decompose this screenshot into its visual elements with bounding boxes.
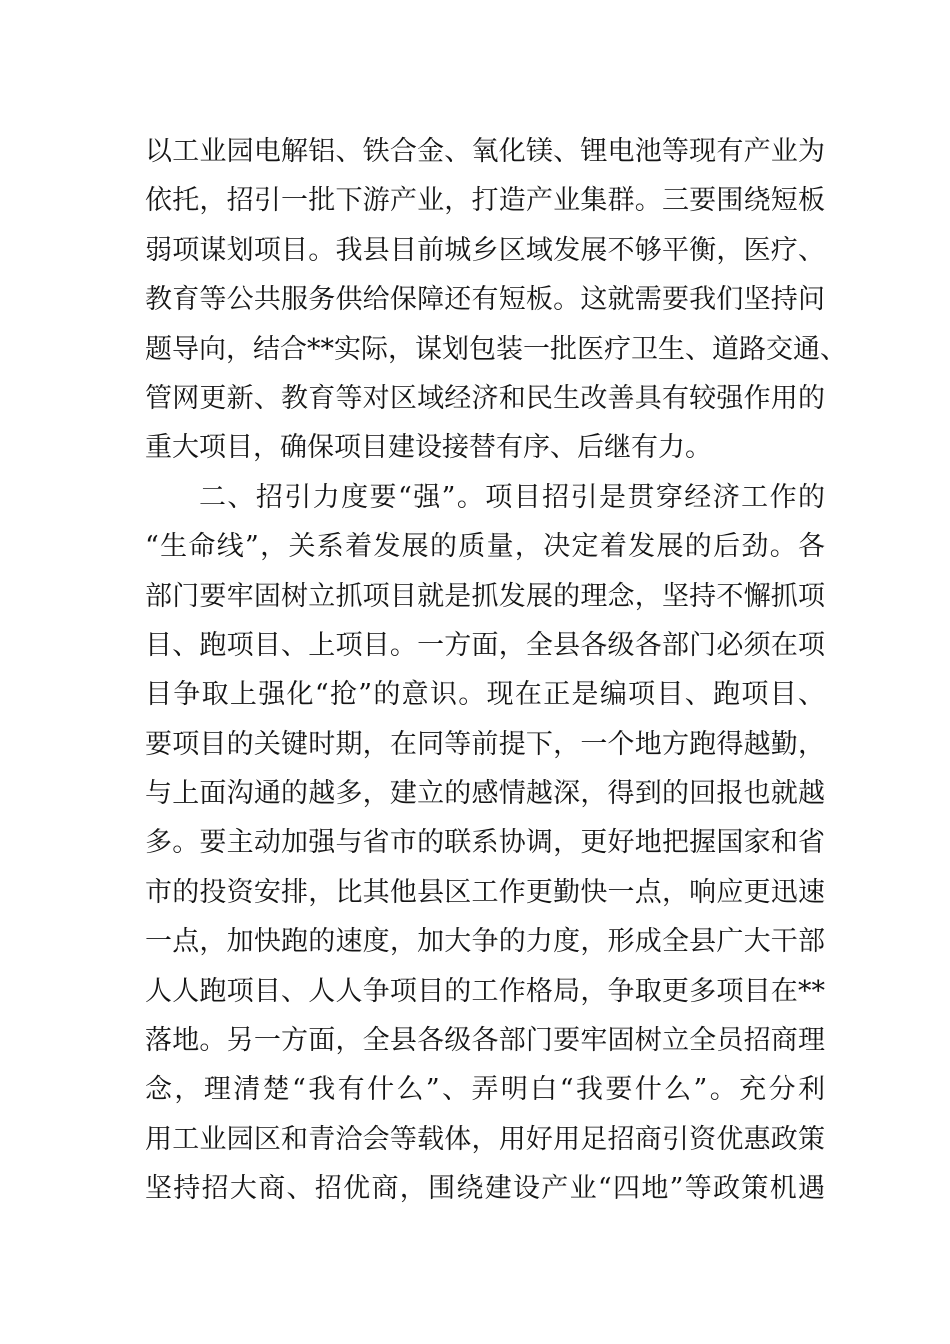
text-line: 落地。另一方面，全县各级各部门要牢固树立全员招商理 [145,1025,825,1057]
text-line: 管网更新、教育等对区域经济和民生改善具有较强作用的 [145,382,825,414]
text-line: 二、招引力度要“强”。项目招引是贯穿经济工作的 [199,481,825,513]
text-line: 与上面沟通的越多，建立的感情越深，得到的回报也就越 [145,778,825,810]
text-line: 依托，招引一批下游产业，打造产业集群。三要围绕短板 [145,185,825,217]
text-line: 市的投资安排，比其他县区工作更勤快一点，响应更迅速 [145,876,825,908]
text-line: 要项目的关键时期，在同等前提下，一个地方跑得越勤， [145,728,825,760]
text-line: 目争取上强化“抢”的意识。现在正是编项目、跑项目、 [145,679,825,711]
text-line: 用工业园区和青洽会等载体，用好用足招商引资优惠政策 [145,1123,825,1155]
text-line: 坚持招大商、招优商，围绕建设产业“四地”等政策机遇 [145,1173,825,1205]
text-line: “生命线”，关系着发展的质量，决定着发展的后劲。各 [145,531,825,563]
text-line: 弱项谋划项目。我县目前城乡区域发展不够平衡，医疗、 [145,234,825,266]
text-line: 人人跑项目、人人争项目的工作格局，争取更多项目在** [145,975,825,1007]
text-line: 重大项目，确保项目建设接替有序、后继有力。 [145,432,712,464]
text-line: 多。要主动加强与省市的联系协调，更好地把握国家和省 [145,827,825,859]
text-line: 部门要牢固树立抓项目就是抓发展的理念，坚持不懈抓项 [145,580,825,612]
text-line: 题导向，结合**实际，谋划包装一批医疗卫生、道路交通、 [145,333,847,365]
text-line: 以工业园电解铝、铁合金、氧化镁、锂电池等现有产业为 [145,136,825,167]
text-line: 念，理清楚“我有什么”、弄明白“我要什么”。充分利 [145,1074,825,1106]
text-line: 教育等公共服务供给保障还有短板。这就需要我们坚持问 [145,284,825,316]
body-text [145,127,847,1214]
text-line: 一点，加快跑的速度，加大争的力度，形成全县广大干部 [145,926,825,958]
text-line: 目、跑项目、上项目。一方面，全县各级各部门必须在项 [145,629,825,661]
